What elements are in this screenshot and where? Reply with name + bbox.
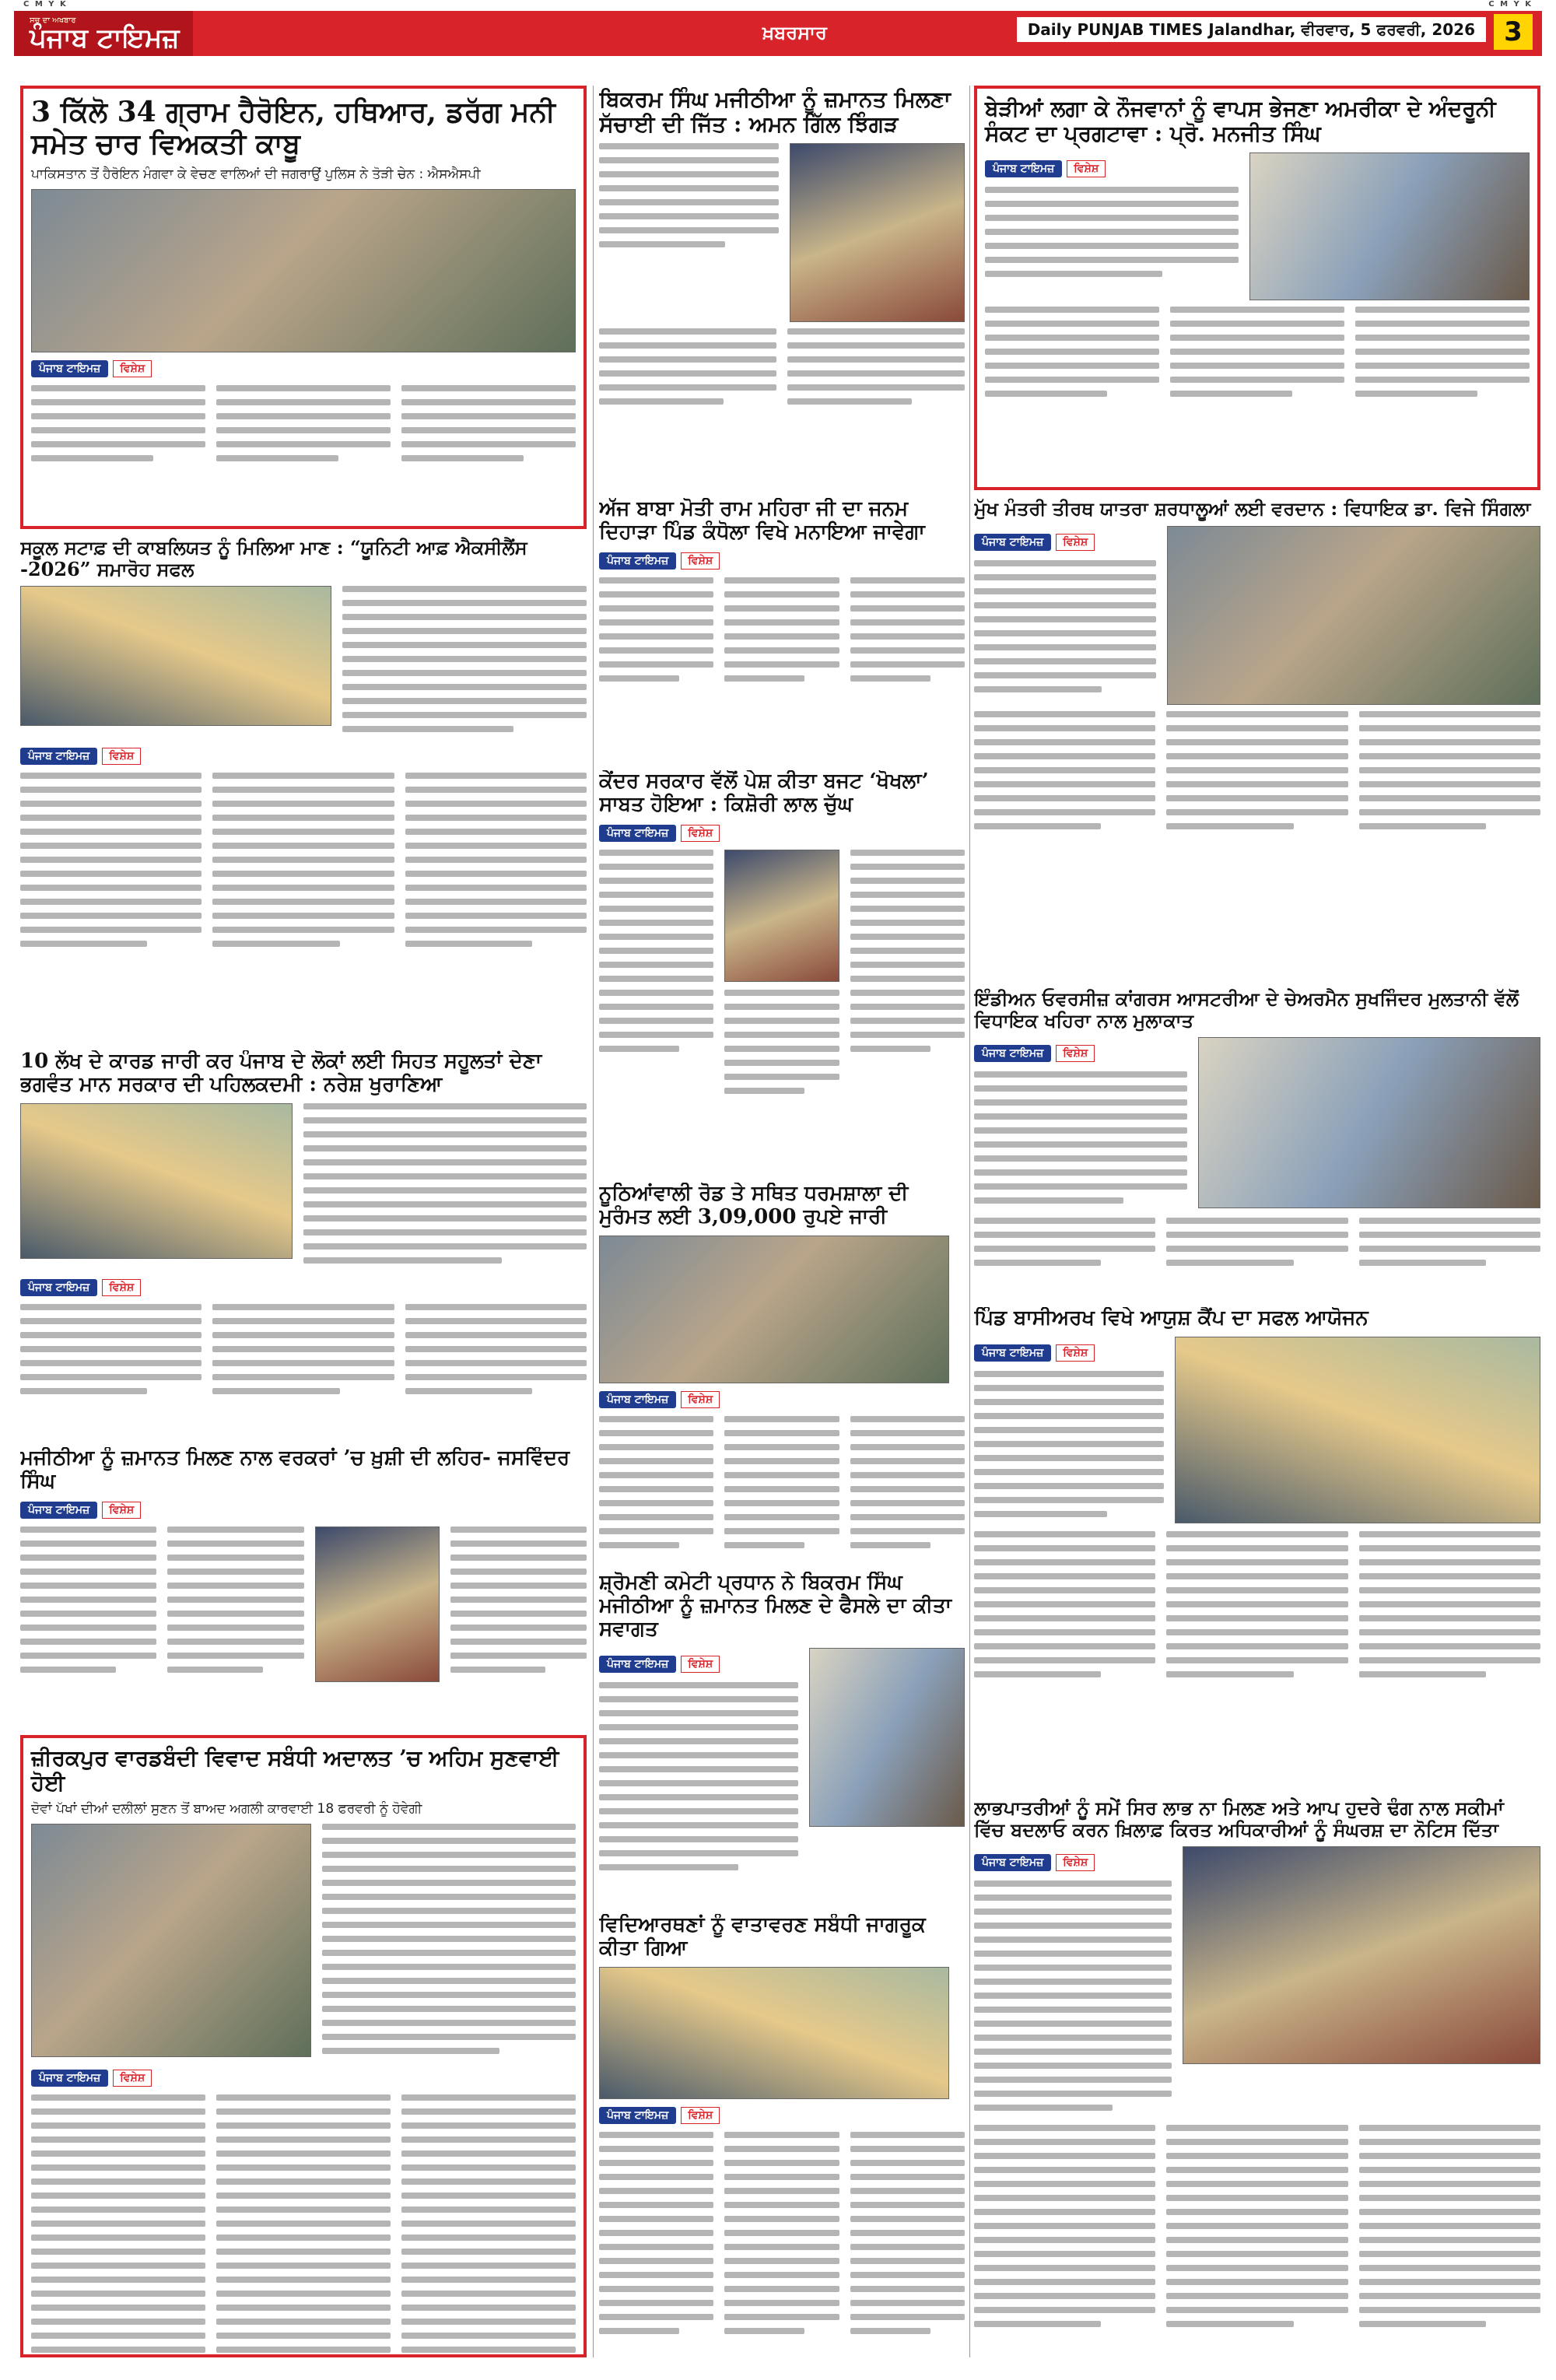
- dateline: Daily PUNJAB TIMES Jalandhar, ਵੀਰਵਾਰ, 5 ਫਰਵਰੀ, 2026: [1017, 17, 1486, 42]
- page-number: 3: [1494, 14, 1533, 50]
- article-photo: [1198, 1037, 1540, 1208]
- byline-badge: ਪੰਜਾਬ ਟਾਇਮਜ਼ ਵਿਸ਼ੇਸ਼: [599, 2105, 720, 2126]
- article-headline: 3 ਕਿੱਲੋ 34 ਗ੍ਰਾਮ ਹੈਰੋਇਨ, ਹਥਿਆਰ, ਡਰੱਗ ਮਨੀ ਸਮੇਤ ਚਾਰ ਵਿਅਕਤੀ ਕਾਬੂ: [31, 96, 555, 161]
- masthead: [14, 11, 193, 56]
- article-photo: [20, 1103, 293, 1259]
- article-overseas-congress: [974, 988, 1540, 1299]
- article-ayush-camp: [974, 1307, 1540, 1789]
- article-baba-moti-ram: [599, 498, 965, 762]
- article-heroin-seizure: [20, 86, 587, 529]
- byline-badge: ਪੰਜਾਬ ਟਾਇਮਜ਼ ਵਿਸ਼ੇਸ਼: [974, 1852, 1095, 1873]
- article-body: [31, 385, 576, 469]
- byline-badge: ਪੰਜਾਬ ਟਾਇਮਜ਼ ਵਿਸ਼ੇਸ਼: [974, 532, 1095, 552]
- article-photo: [31, 1824, 311, 2057]
- article-photo: [790, 143, 965, 322]
- byline-paper: ਪੰਜਾਬ ਟਾਇਮਜ਼: [31, 360, 108, 377]
- article-union-budget: [599, 770, 965, 1175]
- article-headline: ਇੰਡੀਅਨ ਓਵਰਸੀਜ਼ ਕਾਂਗਰਸ ਆਸਟਰੀਆ ਦੇ ਚੇਅਰਮੈਨ ਸੁਖਜਿੰਦਰ ਮੁਲਤਾਨੀ ਵੱਲੋਂ ਵਿਧਾਇਕ ਖਹਿਰਾ ਨਾਲ ਮੁਲਾਕਾਤ: [974, 988, 1519, 1032]
- byline-badge: ਪੰਜਾਬ ਟਾਇਮਜ਼ ਵਿਸ਼ੇਸ਼: [31, 2068, 152, 2088]
- cmyk-marker-left: C M Y K: [23, 0, 68, 9]
- byline-badge: ਪੰਜਾਬ ਟਾਇਮਜ਼ ਵਿਸ਼ੇਸ਼: [599, 823, 720, 843]
- article-headline: ਨੂਠਿਆਂਵਾਲੀ ਰੋਡ ਤੇ ਸਥਿਤ ਧਰਮਸ਼ਾਲਾ ਦੀ ਮੁਰੰਮਤ ਲਈ 3,09,000 ਰੁਪਏ ਜਾਰੀ: [599, 1183, 909, 1229]
- article-headline: ਸ਼੍ਰੋਮਣੀ ਕਮੇਟੀ ਪ੍ਰਧਾਨ ਨੇ ਬਿਕਰਮ ਸਿੰਘ ਮਜੀਠੀਆ ਨੂੰ ਜ਼ਮਾਨਤ ਮਿਲਣ ਦੇ ਫੈਸਲੇ ਦਾ ਕੀਤਾ ਸਵਾਗਤ: [599, 1572, 952, 1641]
- article-sgpc-welcomes-bail: [599, 1572, 965, 1906]
- article-headline: ਬੇੜੀਆਂ ਲਗਾ ਕੇ ਨੌਜਵਾਨਾਂ ਨੂੰ ਵਾਪਸ ਭੇਜਣਾ ਅਮਰੀਕਾ ਦੇ ਅੰਦਰੂਨੀ ਸੰਕਟ ਦਾ ਪ੍ਰਗਟਾਵਾ : ਪ੍ਰੋ. ਮਨਜੀਤ ਸਿੰਘ: [985, 96, 1496, 147]
- section-title: ਖ਼ਬਰਸਾਰ: [762, 22, 827, 44]
- article-photo: [1183, 1846, 1540, 2064]
- column-rule: [969, 86, 970, 2357]
- article-unity-of-excellence: [20, 537, 587, 1043]
- article-headline: ਜ਼ੀਰਕਪੁਰ ਵਾਰਡਬੰਦੀ ਵਿਵਾਦ ਸਬੰਧੀ ਅਦਾਲਤ ’ਚ ਅਹਿਮ ਸੁਣਵਾਈ ਹੋਈ: [31, 1745, 559, 1796]
- article-tirath-yatra: [974, 498, 1540, 980]
- article-headline: 10 ਲੱਖ ਦੇ ਕਾਰਡ ਜਾਰੀ ਕਰ ਪੰਜਾਬ ਦੇ ਲੋਕਾਂ ਲਈ ਸਿਹਤ ਸਹੂਲਤਾਂ ਦੇਣਾ ਭਗਵੰਤ ਮਾਨ ਸਰਕਾਰ ਦੀ ਪਹਿਲਕਦਮੀ : ਨਰੇਸ਼ ਖੁਰਾਣਿਆ: [20, 1050, 542, 1096]
- article-photo: [599, 1967, 949, 2099]
- article-majithia-workers-joy: [20, 1447, 587, 1727]
- byline-type: ਵਿਸ਼ੇਸ਼: [113, 360, 152, 377]
- article-headline: ਲਾਭਪਾਤਰੀਆਂ ਨੂੰ ਸਮੇਂ ਸਿਰ ਲਾਭ ਨਾ ਮਿਲਣ ਅਤੇ ਆਪ ਹੁਦਰੇ ਢੰਗ ਨਾਲ ਸਕੀਮਾਂ ਵਿੱਚ ਬਦਲਾਓ ਕਰਨ ਖ਼ਿਲਾਫ਼ ਕਿਰਤ ਅਧਿਕਾਰੀਆਂ ਨੂੰ ਸੰਘਰਸ਼ ਦਾ ਨੋਟਿਸ ਦਿੱਤਾ: [974, 1797, 1504, 1841]
- byline-badge: ਪੰਜਾਬ ਟਾਇਮਜ਼ ਵਿਸ਼ੇਸ਼: [20, 1500, 141, 1520]
- byline-badge: ਪੰਜਾਬ ਟਾਇਮਜ਼ ਵਿਸ਼ੇਸ਼: [974, 1043, 1095, 1064]
- article-subhead: ਦੋਵਾਂ ਪੱਖਾਂ ਦੀਆਂ ਦਲੀਲਾਂ ਸੁਣਨ ਤੋਂ ਬਾਅਦ ਅਗਲੀ ਕਾਰਵਾਈ 18 ਫਰਵਰੀ ਨੂੰ ਹੋਵੇਗੀ: [31, 1801, 422, 1817]
- cmyk-marker-right: C M Y K: [1488, 0, 1533, 9]
- article-environment-awareness: [599, 1914, 965, 2357]
- article-headline: ਕੇਂਦਰ ਸਰਕਾਰ ਵੱਲੋਂ ਪੇਸ਼ ਕੀਤਾ ਬਜਟ ‘ਖੋਖਲਾ’ ਸਾਬਤ ਹੋਇਆ : ਕਿਸ਼ੋਰੀ ਲਾਲ ਚੁੱਘ: [599, 770, 929, 816]
- byline-badge: ਪੰਜਾਬ ਟਾਇਮਜ਼ ਵਿਸ਼ੇਸ਼: [599, 1390, 720, 1410]
- article-health-cards: [20, 1050, 587, 1439]
- article-photo: [724, 850, 839, 982]
- article-photo: [31, 189, 576, 352]
- article-subhead: ਪਾਕਿਸਤਾਨ ਤੋਂ ਹੈਰੋਇਨ ਮੰਗਵਾ ਕੇ ਵੇਚਣ ਵਾਲਿਆਂ ਦੀ ਜਗਰਾਉਂ ਪੁਲਿਸ ਨੇ ਤੋੜੀ ਚੇਨ : ਐਸਐਸਪੀ: [31, 166, 481, 182]
- article-photo: [599, 1236, 949, 1383]
- article-us-deportation: [974, 86, 1540, 490]
- byline-badge: ਪੰਜਾਬ ਟਾਇਮਜ਼ ਵਿਸ਼ੇਸ਼: [599, 1654, 720, 1674]
- article-photo: [315, 1526, 440, 1682]
- masthead-tagline: ਸਚ ਦਾ ਅਖਬਾਰ: [30, 16, 76, 25]
- byline-badge: ਪੰਜਾਬ ਟਾਇਮਜ਼ ਵਿਸ਼ੇਸ਼: [20, 746, 141, 766]
- article-photo: [1175, 1337, 1540, 1523]
- article-zirakpur-ward-dispute: [20, 1735, 587, 2357]
- article-headline: ਪਿੰਡ ਬਾਸੀਅਰਖ ਵਿਖੇ ਆਯੁਸ਼ ਕੈਂਪ ਦਾ ਸਫਲ ਆਯੋਜਨ: [974, 1307, 1369, 1330]
- article-photo: [20, 586, 331, 726]
- article-labour-notice: [974, 1797, 1540, 2357]
- byline-badge: ਪੰਜਾਬ ਟਾਇਮਜ਼ ਵਿਸ਼ੇਸ਼: [974, 1343, 1095, 1363]
- byline-badge: [31, 359, 152, 379]
- article-dharamshala-repair: [599, 1183, 965, 1564]
- article-headline: ਬਿਕਰਮ ਸਿੰਘ ਮਜੀਠੀਆ ਨੂੰ ਜ਼ਮਾਨਤ ਮਿਲਣਾ ਸੱਚਾਈ ਦੀ ਜਿੱਤ : ਅਮਨ ਗਿੱਲ ਝਿੰਗੜ: [599, 87, 951, 138]
- article-headline: ਅੱਜ ਬਾਬਾ ਮੋਤੀ ਰਾਮ ਮਹਿਰਾ ਜੀ ਦਾ ਜਨਮ ਦਿਹਾੜਾ ਪਿੰਡ ਕੰਧੋਲਾ ਵਿਖੇ ਮਨਾਇਆ ਜਾਵੇਗਾ: [599, 498, 925, 544]
- article-headline: ਮਜੀਠੀਆ ਨੂੰ ਜ਼ਮਾਨਤ ਮਿਲਣ ਨਾਲ ਵਰਕਰਾਂ ’ਚ ਖ਼ੁਸ਼ੀ ਦੀ ਲਹਿਰ- ਜਸਵਿੰਦਰ ਸਿੰਘ: [20, 1447, 570, 1493]
- byline-badge: ਪੰਜਾਬ ਟਾਇਮਜ਼ ਵਿਸ਼ੇਸ਼: [985, 159, 1106, 179]
- article-headline: ਸਕੂਲ ਸਟਾਫ਼ ਦੀ ਕਾਬਲਿਯਤ ਨੂੰ ਮਿਲਿਆ ਮਾਣ : “ਯੂਨਿਟੀ ਆਫ਼ ਐਕਸੀਲੈਂਸ -2026” ਸਮਾਰੋਹ ਸਫਲ: [20, 537, 527, 580]
- masthead-name: ਪੰਜਾਬ ਟਾਇਮਜ਼: [30, 22, 180, 54]
- article-headline: ਵਿਦਿਆਰਥਣਾਂ ਨੂੰ ਵਾਤਾਵਰਣ ਸਬੰਧੀ ਜਾਗਰੂਕ ਕੀਤਾ ਗਿਆ: [599, 1914, 926, 1960]
- byline-badge: ਪੰਜਾਬ ਟਾਇਮਜ਼ ਵਿਸ਼ੇਸ਼: [20, 1278, 141, 1298]
- byline-badge: ਪੰਜਾਬ ਟਾਇਮਜ਼ ਵਿਸ਼ੇਸ਼: [599, 551, 720, 571]
- article-photo: [1249, 152, 1530, 300]
- article-headline: ਮੁੱਖ ਮੰਤਰੀ ਤੀਰਥ ਯਾਤਰਾ ਸ਼ਰਧਾਲੂਆਂ ਲਈ ਵਰਦਾਨ : ਵਿਧਾਇਕ ਡਾ. ਵਿਜੇ ਸਿੰਗਲਾ: [974, 498, 1531, 520]
- column-rule: [593, 86, 594, 2357]
- article-photo: [809, 1648, 965, 1827]
- article-photo: [1167, 526, 1540, 705]
- article-majithia-bail-aman-gill: [599, 87, 965, 492]
